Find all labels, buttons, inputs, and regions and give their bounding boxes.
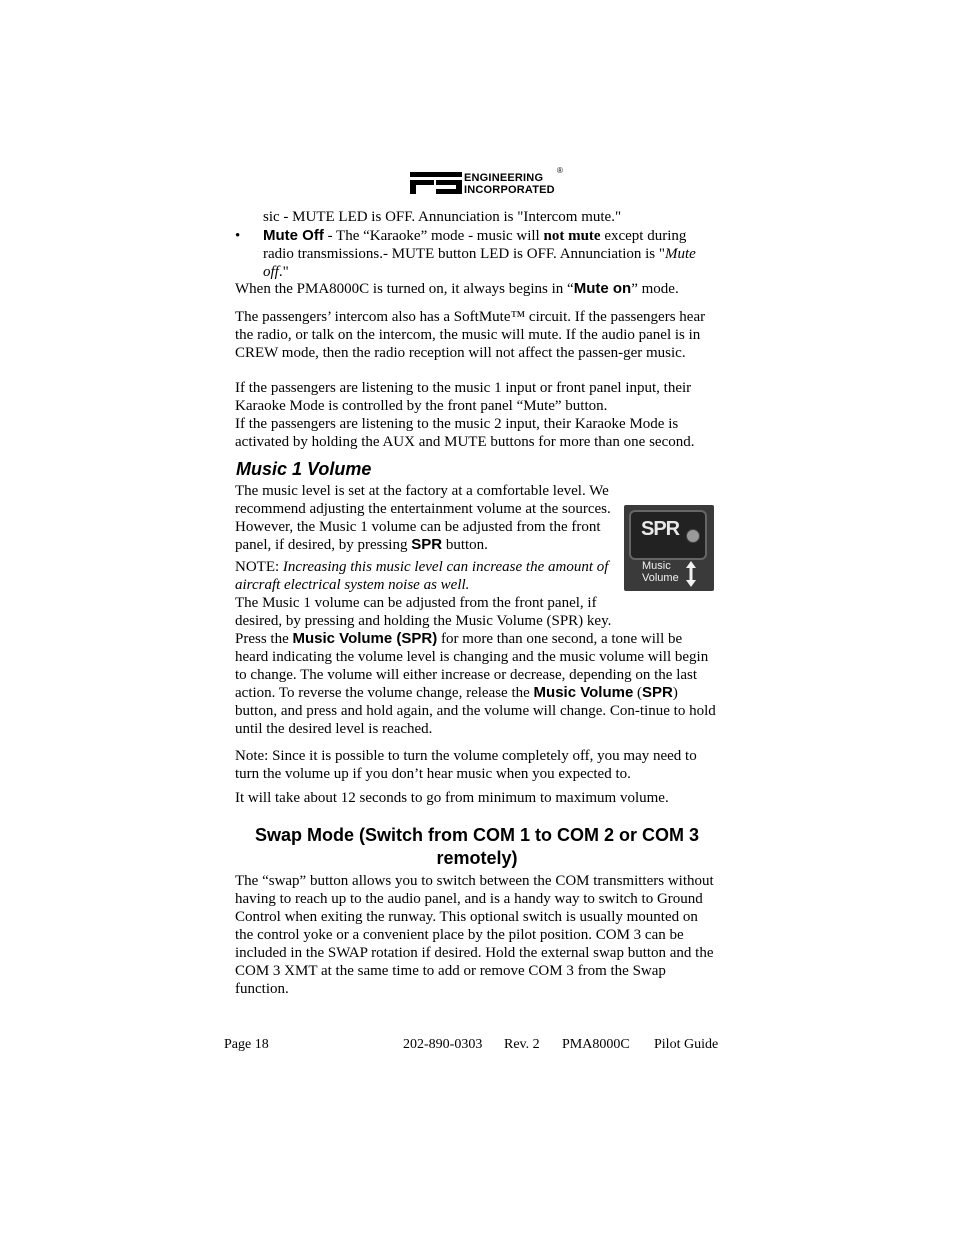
caption-line-2: Volume xyxy=(642,572,679,584)
music2-karaoke-paragraph: If the passengers are listening to the music 2 input, their Karaoke Mode is activated by holding the AUX and MUTE buttons for more than one second. xyxy=(235,416,695,450)
swap-mode-heading: Swap Mode (Switch from COM 1 to COM 2 or COM 3 remotely) xyxy=(254,825,700,868)
p3-pre: Press the xyxy=(235,631,293,647)
bullet-icon: • xyxy=(235,228,241,244)
p3-close: ) button, and press and hold again, and the volume will change. Con-tinue to hold until the desired level is reached. xyxy=(235,685,716,737)
up-down-arrow-icon xyxy=(686,561,696,587)
spr-key xyxy=(629,510,707,560)
power-on-post: ” mode. xyxy=(631,281,679,297)
p1-end: button. xyxy=(442,537,488,553)
p1-text: The music level is set at the factory at a comfortable level. We recommend adjusting the entertainment volume at the sources. However, the Music 1 volume can be adjusted from the front panel, if desired, by pressing xyxy=(235,483,611,553)
music-volume-paragraph-2: The Music 1 volume can be adjusted from the front panel, if desired, by pressing and holding the Music Volume (SPR) key. xyxy=(235,595,612,629)
spr-term-2: SPR xyxy=(642,684,673,701)
mute-off-bullet xyxy=(263,227,719,281)
spr-key-photo xyxy=(624,505,714,591)
footer-revision: Rev. 2 xyxy=(504,1037,540,1052)
ps-engineering-logo xyxy=(410,168,570,198)
registered-mark: ® xyxy=(557,166,563,175)
note-paragraph xyxy=(235,558,615,594)
music-volume-paragraph-3 xyxy=(235,630,719,738)
note-text: Increasing this music level can increase the amount of aircraft electrical system noise as well. xyxy=(235,559,609,593)
power-on-pre: When the PMA8000C is turned on, it always begins in “ xyxy=(235,281,574,297)
bullet-text-2: except during radio transmissions.- MUTE button LED is OFF. Annunciation is " xyxy=(263,228,687,262)
mute-off-italic: Mute off xyxy=(263,246,696,280)
ps-logo-icon xyxy=(410,172,462,194)
footer-guide-title: Pilot Guide xyxy=(654,1037,719,1052)
footer-doc-number: 202-890-0303 xyxy=(403,1037,483,1052)
softmute-paragraph: The passengers’ intercom also has a SoftMute™ circuit. If the passengers hear the radio, or talk on the intercom, the music will mute. If the audio panel is in CREW mode, then the radio reception will not affect the passen-ger music. xyxy=(235,309,706,361)
spr-key-label: SPR xyxy=(641,518,680,540)
timing-paragraph: It will take about 12 seconds to go from minimum to maximum volume. xyxy=(235,790,669,806)
p3-open: ( xyxy=(633,685,643,701)
note-2-paragraph: Note: Since it is possible to turn the volume completely off, you may need to turn the volume up if you don’t hear music when you expected to. xyxy=(235,748,697,782)
p3-text: for more than one second, a tone will be heard indicating the volume level is changing and the music volume will begin to change. The volume will either increase or decrease, depending on the last action. To reverse the volume change, release the xyxy=(235,631,709,701)
footer-model: PMA8000C xyxy=(562,1037,630,1052)
mute-on-term: Mute on xyxy=(573,280,632,297)
music1-karaoke-paragraph: If the passengers are listening to the music 1 input or front panel input, their Karaoke Mode is controlled by the front panel “Mute” button. xyxy=(235,380,692,414)
led-indicator-icon xyxy=(686,529,700,543)
caption-line-1: Music xyxy=(642,560,671,572)
mute-off-term: Mute Off xyxy=(263,227,324,244)
power-on-paragraph xyxy=(235,280,719,298)
footer-page-number: Page 18 xyxy=(224,1037,269,1052)
note-label: NOTE: xyxy=(235,559,283,575)
music-volume-heading: Music 1 Volume xyxy=(236,459,372,479)
spr-term: SPR xyxy=(411,536,443,553)
bullet-text-1: - The “Karaoke” mode - music will xyxy=(323,228,544,244)
bullet-end: ." xyxy=(278,264,289,280)
continued-line: sic - MUTE LED is OFF. Annunciation is "Intercom mute." xyxy=(263,209,622,225)
swap-paragraph: The “swap” button allows you to switch between the COM transmitters without having to reach up to the audio panel, and is a handy way to switch to Ground Control when exiting the runway. This optional switch is usually mounted on the control yoke or a convenient place by the pilot position. COM 3 can be included in the SWAP rotation if desired. Hold the external swap button and the COM 3 XMT at the same time to add or remove COM 3 from the Swap function. xyxy=(235,873,714,997)
logo-wordmark xyxy=(464,172,555,196)
not-mute-bold: not mute xyxy=(543,228,601,244)
music-volume-term: Music Volume xyxy=(533,684,634,701)
logo-line-incorporated: INCORPORATED xyxy=(464,184,555,196)
music-volume-caption xyxy=(642,560,679,584)
music-volume-spr-term: Music Volume (SPR) xyxy=(292,630,438,647)
logo-line-engineering: ENGINEERING xyxy=(464,172,544,184)
music-volume-paragraph-1 xyxy=(235,482,613,554)
